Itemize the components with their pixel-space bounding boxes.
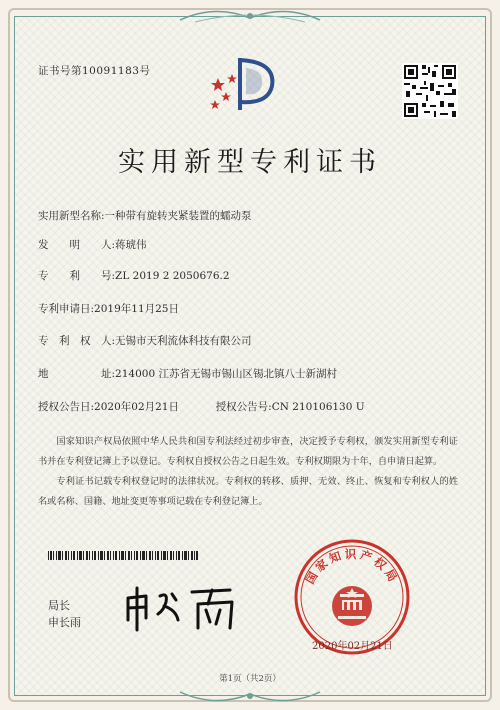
certificate-number: 证书号第10091183号	[38, 65, 151, 77]
grant-number-value: CN 210106130 U	[271, 401, 365, 413]
qr-code-icon	[402, 63, 458, 119]
field-address	[38, 366, 337, 381]
field-label: 专利申请日:	[38, 303, 95, 315]
declaration-paragraph: 专利证书记载专利权登记时的法律状况。专利权的转移、质押、无效、终止、恢复和专利权人的姓名或名称、国籍、地址变更等事项记载在专利登记簿上。	[38, 476, 458, 507]
field-value: 214000 江苏省无锡市锡山区锡北镇八士新湖村	[115, 368, 337, 380]
field-value: 一种带有旋转夹紧装置的蠕动泵	[104, 210, 252, 222]
field-label: 专 利 权 人:	[38, 335, 116, 347]
field-patent-number	[38, 268, 230, 283]
field-label: 发 明 人:	[38, 239, 116, 251]
field-utility-model-name	[38, 208, 252, 223]
field-label: 地 址:	[38, 368, 116, 380]
cnipa-logo-icon	[206, 52, 286, 116]
top-ornament	[175, 6, 325, 26]
seal-date: 2020年02月21日	[312, 641, 393, 652]
field-patentee	[38, 333, 252, 348]
signatory-title: 局长	[48, 599, 70, 612]
certificate-title: 实用新型专利证书	[118, 147, 382, 178]
grant-date-label: 授权公告日:	[38, 401, 95, 413]
grant-number-label: 授权公告号:	[215, 401, 272, 413]
bottom-ornament	[175, 686, 325, 706]
signatory-name: 申长雨	[48, 616, 81, 629]
field-value: 无锡市天利流体科技有限公司	[115, 335, 252, 347]
field-application-date	[38, 301, 179, 316]
page-number: 第1页（共2页）	[219, 674, 281, 684]
field-inventor	[38, 237, 147, 252]
field-value: ZL 2019 2 2050676.2	[115, 270, 230, 282]
declaration-text	[38, 432, 458, 512]
field-grant	[38, 399, 365, 414]
field-label: 专 利 号:	[38, 270, 116, 282]
seal-text: 国家知识产权局	[302, 547, 402, 587]
handwritten-signature	[120, 580, 270, 635]
field-label: 实用新型名称:	[38, 210, 105, 222]
barcode-icon	[48, 551, 198, 560]
grant-date-value: 2020年02月21日	[94, 401, 179, 413]
declaration-paragraph: 国家知识产权局依照中华人民共和国专利法经过初步审查，决定授予专利权，颁发实用新型专利证书并在专利登记簿上予以登记。专利权自授权公告之日起生效。专利权期限为十年，自申请日起算。	[38, 436, 458, 467]
field-value: 蒋琥伟	[115, 239, 147, 251]
field-value: 2019年11月25日	[94, 303, 179, 315]
